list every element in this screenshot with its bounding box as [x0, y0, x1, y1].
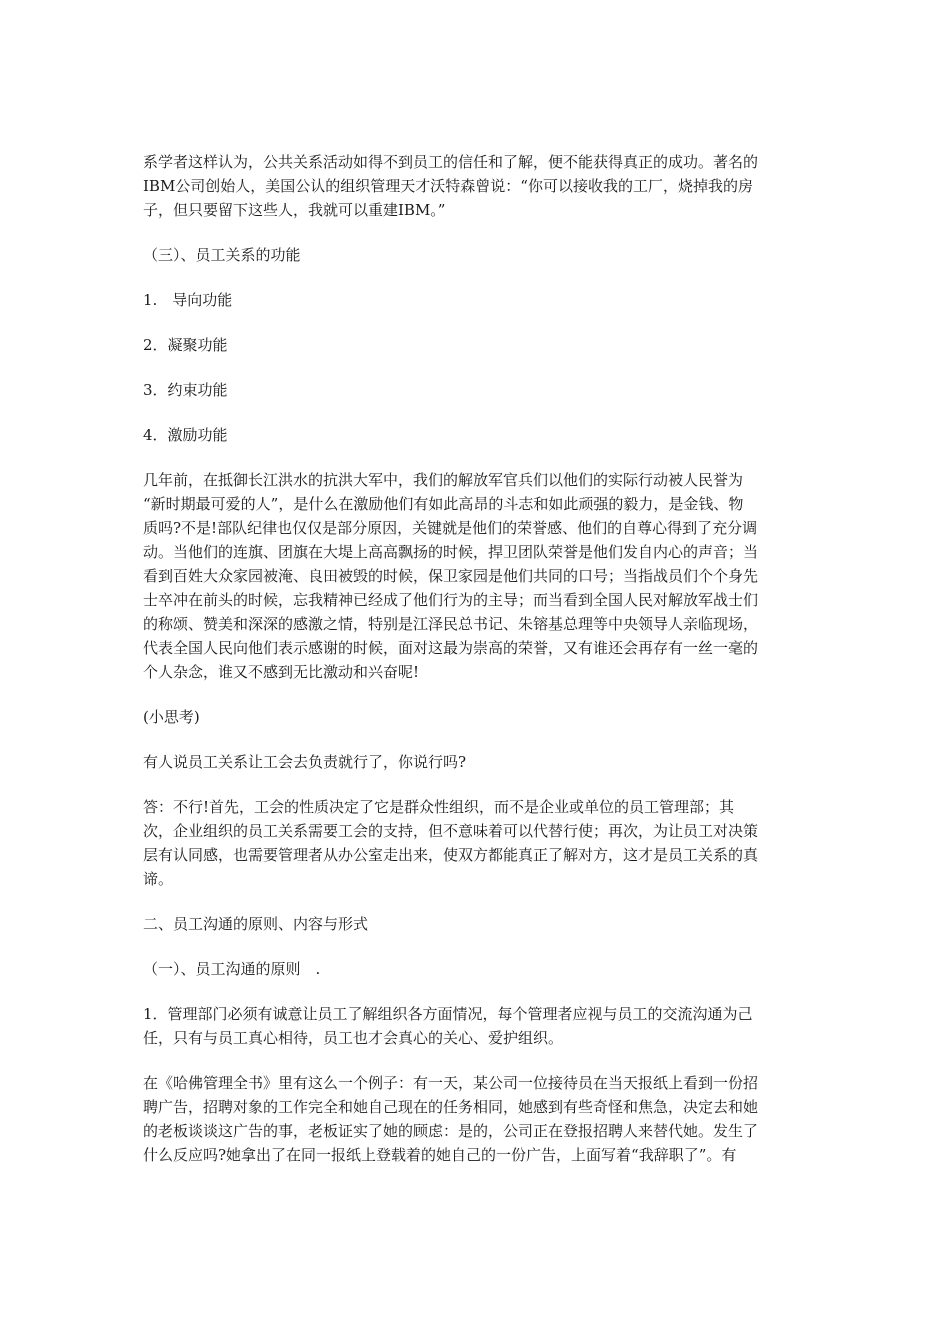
text-line: 个人杂念，谁又不感到无比激动和兴奋呢!	[143, 663, 420, 681]
text-line: 质吗?不是!部队纪律也仅仅是部分原因，关键就是他们的荣誉感、他们的自尊心得到了充分调	[143, 519, 758, 537]
text-line: 几年前，在抵御长江洪水的抗洪大军中，我们的解放军官兵们以他们的实际行动被人民誉为	[143, 471, 744, 489]
text-line: 什么反应吗?她拿出了在同一报纸上登载着的她自己的一份广告，上面写着“我辞职了”。有	[143, 1146, 737, 1164]
text-line: 子，但只要留下这些人，我就可以重建IBM。”	[143, 201, 446, 219]
text-line: 答：不行!首先，工会的性质决定了它是群众性组织，而不是企业或单位的员工管理部；其	[143, 798, 735, 816]
text-line: 系学者这样认为，公共关系活动如得不到员工的信任和了解，便不能获得真正的成功。著名的	[143, 153, 759, 171]
text-line: 聘广告，招聘对象的工作完全和她自己现在的任务相同，她感到有些奇怪和焦急，决定去和她	[143, 1098, 759, 1116]
text-line: 谛。	[143, 870, 174, 888]
subsection-heading-principles	[143, 957, 803, 981]
text-line: 士卒冲在前头的时候，忘我精神已经成了他们行为的主导；而当看到全国人民对解放军战士们	[143, 591, 759, 609]
text-line: 有人说员工关系让工会去负责就行了，你说行吗?	[143, 753, 467, 771]
text-line: 2．凝聚功能	[143, 336, 228, 354]
answer-paragraph	[143, 795, 803, 891]
text-line: 在《哈佛管理全书》里有这么一个例子：有一天，某公司一位接待员在当天报纸上看到一份招	[143, 1074, 759, 1092]
section-heading-communication	[143, 912, 803, 936]
document-page	[143, 150, 803, 1188]
list-item-guidance	[143, 288, 803, 312]
text-line: 二、员工沟通的原则、内容与形式	[143, 915, 369, 933]
text-line: 4．激励功能	[143, 426, 228, 444]
paragraph-ibm-quote	[143, 150, 803, 222]
list-item-cohesion	[143, 333, 803, 357]
text-line: 的称颂、赞美和深深的感激之情，特别是江泽民总书记、朱镕基总理等中央领导人亲临现场，	[143, 615, 759, 633]
text-line: 代表全国人民向他们表示感谢的时候，面对这最为崇高的荣誉，又有谁还会再存有一丝一毫的	[143, 639, 759, 657]
small-thinking-label	[143, 705, 803, 729]
harvard-example-paragraph	[143, 1071, 803, 1167]
principle-one-paragraph	[143, 1002, 803, 1050]
text-line: 1. 导向功能	[143, 291, 233, 309]
text-line: 看到百姓大众家园被淹、良田被毁的时候，保卫家园是他们共同的口号；当指战员们个个身先	[143, 567, 759, 585]
text-line: （三）、员工关系的功能	[143, 246, 301, 264]
text-line: IBM公司创始人，美国公认的组织管理天才沃特森曾说：“你可以接收我的工厂，烧掉我的房	[143, 177, 753, 195]
text-line: 动。当他们的连旗、团旗在大堤上高高飘扬的时候，捍卫团队荣誉是他们发自内心的声音；当	[143, 543, 759, 561]
text-line: “新时期最可爱的人”，是什么在激励他们有如此高昂的斗志和如此顽强的毅力，是金钱、物	[143, 495, 744, 513]
text-line: (小思考)	[143, 708, 200, 726]
text-line: 3．约束功能	[143, 381, 228, 399]
question-paragraph	[143, 750, 803, 774]
text-line: 1．管理部门必须有诚意让员工了解组织各方面情况，每个管理者应视与员工的交流沟通为己	[143, 1005, 753, 1023]
text-line: 的老板谈谈这广告的事，老板证实了她的顾虑：是的，公司正在登报招聘人来替代她。发生了	[143, 1122, 759, 1140]
text-line: 次，企业组织的员工关系需要工会的支持，但不意味着可以代替行使；再次，为让员工对决策	[143, 822, 759, 840]
text-line: 任，只有与员工真心相待，员工也才会真心的关心、爱护组织。	[143, 1029, 564, 1047]
paragraph-flood-example	[143, 468, 803, 684]
section-heading-functions	[143, 243, 803, 267]
text-line: 层有认同感，也需要管理者从办公室走出来，使双方都能真正了解对方，这才是员工关系的真	[143, 846, 759, 864]
list-item-motivation	[143, 423, 803, 447]
text-line: （一）、员工沟通的原则 .	[143, 960, 321, 978]
list-item-constraint	[143, 378, 803, 402]
